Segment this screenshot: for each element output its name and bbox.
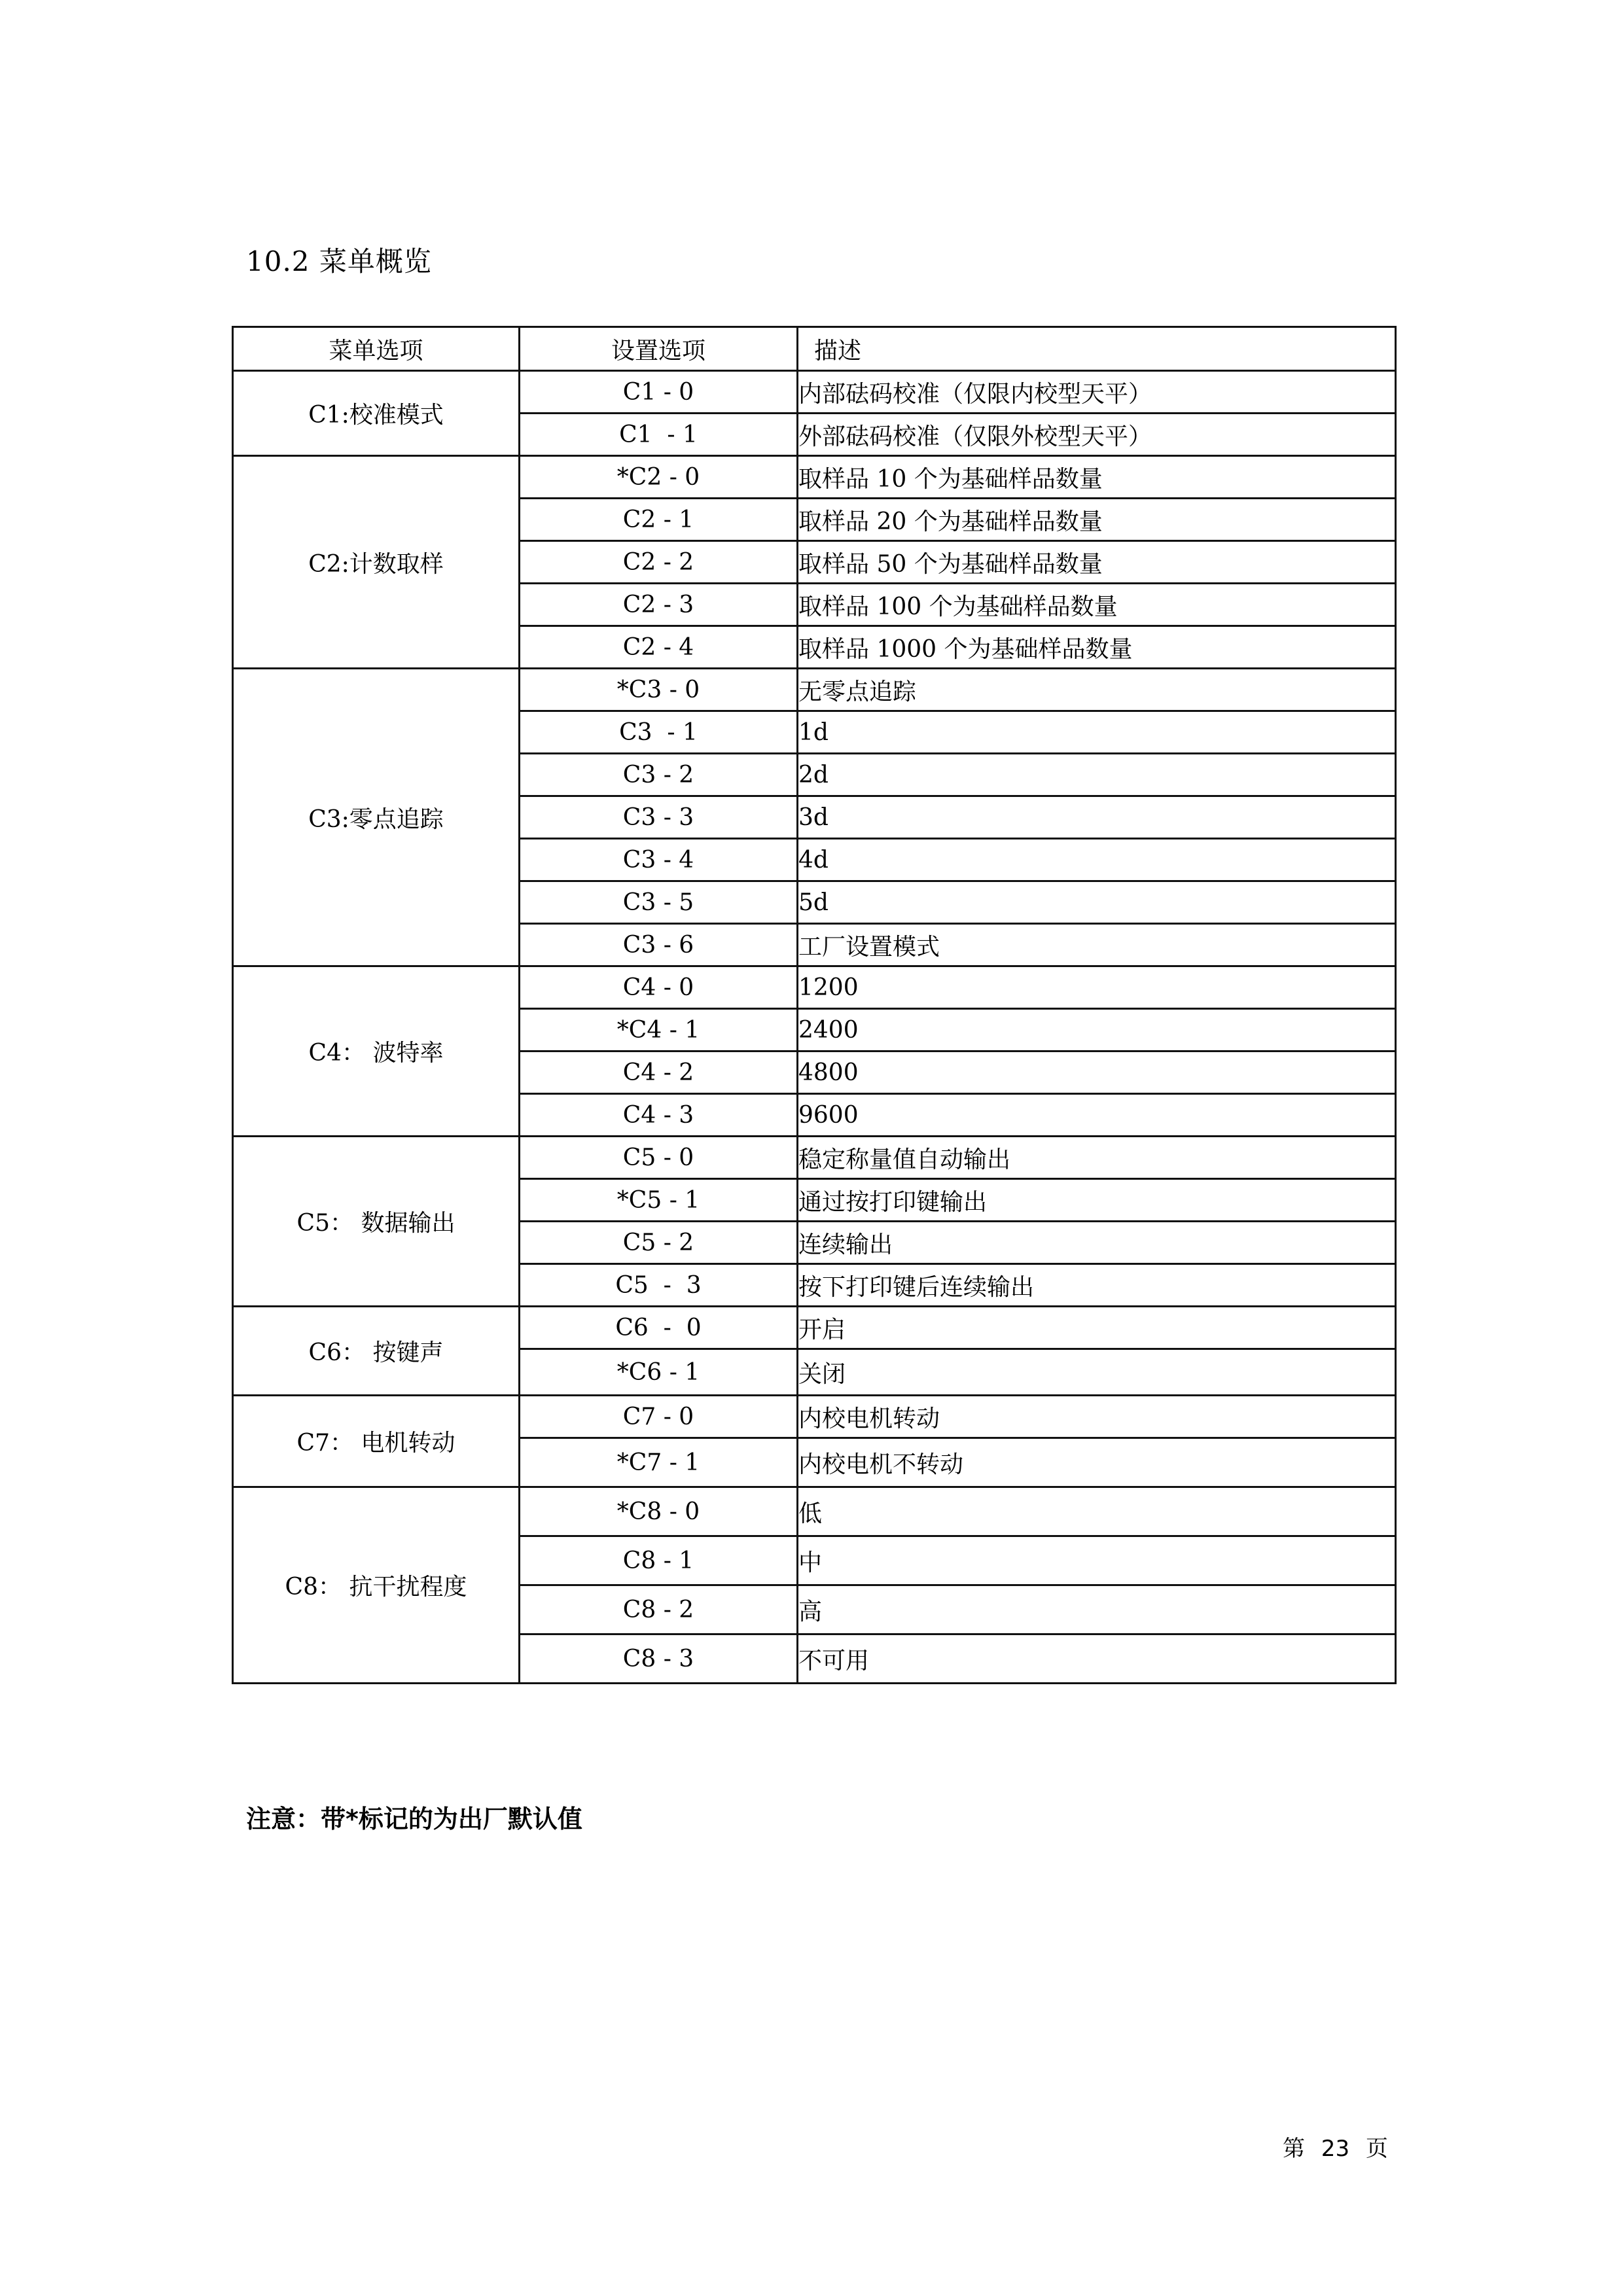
setting-description: 1200: [798, 966, 1396, 1009]
group-label-c5: C5： 数据输出: [233, 1137, 520, 1307]
setting-description: 取样品 10 个为基础样品数量: [798, 456, 1396, 499]
setting-code: *C7 - 1: [520, 1438, 798, 1487]
setting-description: 通过按打印键输出: [798, 1179, 1396, 1222]
setting-code: C3 - 1: [520, 711, 798, 754]
setting-description: 取样品 20 个为基础样品数量: [798, 499, 1396, 541]
setting-description: 低: [798, 1487, 1396, 1536]
setting-code: *C3 - 0: [520, 669, 798, 711]
table-header-row: [233, 327, 1396, 371]
setting-code: C3 - 5: [520, 881, 798, 924]
page-number: 第 23 页: [1283, 2136, 1388, 2162]
table-row: [233, 669, 1396, 711]
group-label-c3: C3:零点追踪: [233, 669, 520, 966]
table-row: [233, 966, 1396, 1009]
setting-description: 取样品 100 个为基础样品数量: [798, 584, 1396, 626]
setting-description: 工厂设置模式: [798, 924, 1396, 966]
group-label-c1: C1:校准模式: [233, 371, 520, 456]
setting-description: 9600: [798, 1094, 1396, 1137]
setting-description: 3d: [798, 796, 1396, 839]
section-title: 10.2 菜单概览: [246, 245, 432, 277]
setting-code: C3 - 2: [520, 754, 798, 796]
setting-description: 开启: [798, 1307, 1396, 1349]
setting-code: *C5 - 1: [520, 1179, 798, 1222]
setting-description: 内校电机转动: [798, 1396, 1396, 1438]
setting-description: 取样品 50 个为基础样品数量: [798, 541, 1396, 584]
group-label-c4: C4： 波特率: [233, 966, 520, 1137]
setting-description: 4800: [798, 1051, 1396, 1094]
setting-code: C4 - 0: [520, 966, 798, 1009]
default-values-note: 注意：带*标记的为出厂默认值: [246, 1805, 582, 1833]
setting-description: 内校电机不转动: [798, 1438, 1396, 1487]
setting-code: C1 - 0: [520, 371, 798, 414]
setting-description: 高: [798, 1585, 1396, 1634]
setting-description: 中: [798, 1536, 1396, 1585]
header-setting-option: 设置选项: [520, 327, 798, 371]
setting-code: *C2 - 0: [520, 456, 798, 499]
setting-code: *C6 - 1: [520, 1349, 798, 1396]
setting-description: 取样品 1000 个为基础样品数量: [798, 626, 1396, 669]
setting-code: C2 - 3: [520, 584, 798, 626]
header-menu-option: 菜单选项: [233, 327, 520, 371]
setting-code: C6 - 0: [520, 1307, 798, 1349]
table-row: [233, 1487, 1396, 1536]
table-row: [233, 1396, 1396, 1438]
setting-code: C1 - 1: [520, 414, 798, 456]
setting-code: C8 - 2: [520, 1585, 798, 1634]
setting-description: 连续输出: [798, 1222, 1396, 1264]
group-label-c6: C6： 按键声: [233, 1307, 520, 1396]
setting-code: *C8 - 0: [520, 1487, 798, 1536]
setting-code: C2 - 1: [520, 499, 798, 541]
table-row: [233, 371, 1396, 414]
setting-description: 2400: [798, 1009, 1396, 1051]
setting-description: 关闭: [798, 1349, 1396, 1396]
setting-description: 1d: [798, 711, 1396, 754]
setting-code: C5 - 2: [520, 1222, 798, 1264]
setting-description: 按下打印键后连续输出: [798, 1264, 1396, 1307]
setting-code: C4 - 3: [520, 1094, 798, 1137]
setting-description: 内部砝码校准（仅限内校型天平）: [798, 371, 1396, 414]
setting-description: 5d: [798, 881, 1396, 924]
setting-code: C5 - 3: [520, 1264, 798, 1307]
group-label-c2: C2:计数取样: [233, 456, 520, 669]
group-label-c7: C7： 电机转动: [233, 1396, 520, 1487]
setting-description: 4d: [798, 839, 1396, 881]
table-row: [233, 1137, 1396, 1179]
setting-code: *C4 - 1: [520, 1009, 798, 1051]
setting-description: 无零点追踪: [798, 669, 1396, 711]
setting-code: C5 - 0: [520, 1137, 798, 1179]
setting-description: 稳定称量值自动输出: [798, 1137, 1396, 1179]
setting-code: C3 - 4: [520, 839, 798, 881]
setting-code: C4 - 2: [520, 1051, 798, 1094]
setting-description: 2d: [798, 754, 1396, 796]
setting-code: C8 - 1: [520, 1536, 798, 1585]
header-description: 描述: [798, 327, 1396, 371]
menu-overview-table: [232, 326, 1397, 1684]
setting-code: C3 - 3: [520, 796, 798, 839]
setting-description: 不可用: [798, 1634, 1396, 1684]
setting-code: C7 - 0: [520, 1396, 798, 1438]
setting-code: C3 - 6: [520, 924, 798, 966]
table-row: [233, 1307, 1396, 1349]
setting-code: C2 - 4: [520, 626, 798, 669]
setting-code: C8 - 3: [520, 1634, 798, 1684]
table-row: [233, 456, 1396, 499]
group-label-c8: C8： 抗干扰程度: [233, 1487, 520, 1684]
setting-description: 外部砝码校准（仅限外校型天平）: [798, 414, 1396, 456]
setting-code: C2 - 2: [520, 541, 798, 584]
